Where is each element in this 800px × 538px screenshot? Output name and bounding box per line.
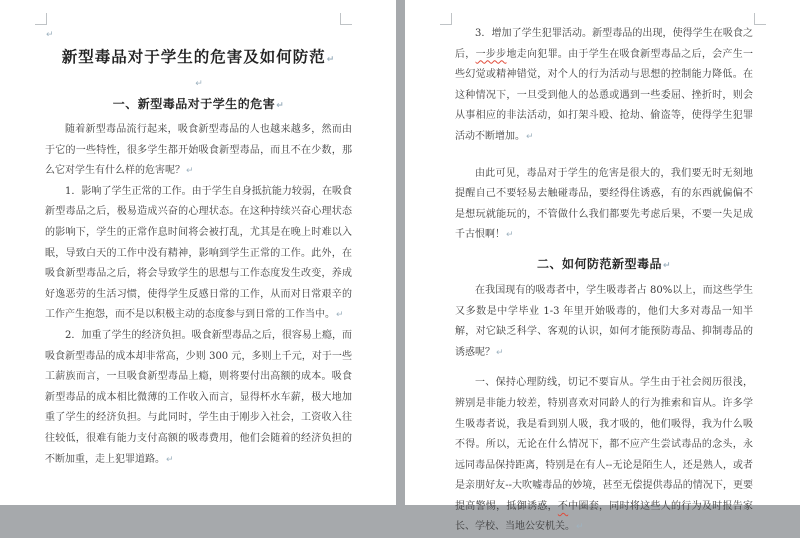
paragraph-return-mark-icon: ↵ (46, 30, 54, 40)
paragraph-harm-3[interactable] (455, 24, 753, 148)
page-divider (396, 0, 405, 505)
document-title[interactable] (45, 40, 352, 73)
crop-mark-top-left-icon (440, 13, 452, 25)
paragraph-text: 中圈套，同时将这些人的行为及时报告家长、学校、当地公安机关。 (455, 500, 754, 533)
section-heading-1-text: 一、新型毒品对于学生的危害 (112, 97, 276, 111)
crop-mark-top-right-icon (754, 13, 766, 25)
page-1 (0, 0, 396, 505)
paragraph-return-mark-icon: ↵ (496, 347, 504, 358)
paragraph-return-mark-icon: ↵ (326, 55, 336, 65)
paragraph-harm-2[interactable] (45, 326, 352, 470)
paragraph-return-mark-icon: ↵ (195, 79, 203, 89)
paragraph-return-mark-icon: ↵ (576, 522, 584, 533)
empty-paragraph[interactable] (45, 73, 352, 89)
page-2 (405, 0, 800, 533)
paragraph-return-mark-icon: ↵ (276, 101, 285, 111)
section-heading-2-text: 二、如何防范新型毒品 (536, 256, 662, 271)
section-heading-1[interactable] (45, 95, 352, 116)
paragraph-text: 2．加重了学生的经济负担。吸食新型毒品之后，很容易上瘾，而吸食新型毒品的成本却非常高，少则 300 元，多则上千元，对于一些工薪族而言，一旦吸食新型毒品上瘾，则将要付出高额的成本。吸食新型毒品的成本相比微薄的工作收入而言，显得杯水车薪，极大地加重了学生的经济负担。与此同时，学生由于刚步入社会，工资收入往往较低，很难有能力支付高额的吸毒费用，他们会随着的经济负担的不断加重，走上犯罪道路。 (45, 329, 352, 465)
spellcheck-underlined-text: 一步步 (475, 48, 507, 60)
paragraph-text: 1．影响了学生正常的工作。由于学生自身抵抗能力较弱，在吸食新型毒品之后，极易造成兴奋的心理状态。在这种持续兴奋心理状态的影响下，学生的正常作息时间将会被打乱，尤其是在晚上时难以入眠，导致白天的工作中没有精神，影响到学生正常的工作。此外，在吸食新型毒品之后，将会导致学生的思想与工作态度发生改变，养成好逸恶劳的生活习惯，使得学生反感日常的工作，从而对日常艰辛的工作产生抱怨，而不是以积极主动的态度参与到日常的工作当中。 (45, 185, 352, 321)
page-1-text-area (45, 0, 352, 470)
paragraph-return-mark-icon: ↵ (662, 260, 672, 271)
document-title-text: 新型毒品对于学生的危害及如何防范 (61, 47, 326, 66)
paragraph-prevention-intro[interactable] (455, 281, 753, 363)
section-heading-2[interactable] (455, 255, 753, 276)
paragraph-text: 在我国现有的吸毒者中，学生吸毒者占 80%以上，而这些学生又多数是中学毕业 1-3 年里开始吸毒的，他们大多对毒品一知半解，对它缺乏科学、客观的认识，如何才能预防毒品、抑制毒品的诱惑呢？ (455, 284, 753, 358)
paragraph-return-mark-icon: ↵ (506, 230, 514, 241)
paragraph-prevention-1[interactable] (455, 373, 753, 538)
paragraph-return-mark-icon: ↵ (186, 166, 194, 177)
paragraph-return-mark-icon: ↵ (336, 310, 344, 321)
paragraph-intro[interactable] (45, 120, 352, 182)
empty-paragraph[interactable] (45, 0, 352, 40)
page-2-text-area (455, 0, 753, 538)
paragraph-text: 地走向犯罪。由于学生在吸食新型毒品之后，会产生一些幻觉或精神错觉，对个人的行为活动与思想的控制能力降低。在这种情况下，一旦受到他人的怂恿或遇到一些委屈、挫折时，则会从事相应的非法活动，如打架斗殴、抢劫、偷盗等，使得学生犯罪活动不断增加。 (455, 48, 754, 142)
spellcheck-underlined-text: 不 (557, 500, 569, 512)
paragraph-harm-1[interactable] (45, 182, 352, 326)
paragraph-return-mark-icon: ↵ (166, 454, 174, 465)
paragraph-text: 3．增加了学生犯罪活动。新型毒品的出现，使得学生在吸食之后， (455, 28, 753, 60)
paragraph-return-mark-icon: ↵ (526, 131, 534, 142)
paragraph-text: 随着新型毒品流行起来，吸食新型毒品的人也越来越多，然而由于它的一些特性，很多学生都开始吸食新型毒品，而且不在少数，那么它对学生有什么样的危害呢？ (45, 124, 352, 177)
paragraph-text: 一、保持心理防线，切记不要盲从。学生由于社会阅历很浅，辨别是非能力较差，特别喜欢对同龄人的行为推索和盲从。许多学生吸毒者说，我是看到别人吸，我才吸的，他们吸得，我为什么吸不得。所以，无论在什么情况下，都不应产生尝试毒品的念头，永远同毒品保持距离，特别是在有人--无论是陌生人，还是熟人，或者是亲朋好友--大吹嘘毒品的妙境，甚至无偿提供毒品的情况下，更要提高警惕，抵御诱惑， (455, 377, 753, 512)
paragraph-text: 由此可见，毒品对于学生的危害是很大的，我们要无时无刻地提醒自己不要轻易去触碰毒品，要经得住诱惑，有的东西就偏偏不是想玩就能玩的，不管做什么我们都要先考虑后果，不要一失足成千古恨啊！ (455, 167, 753, 241)
paragraph-conclusion[interactable] (455, 164, 753, 246)
